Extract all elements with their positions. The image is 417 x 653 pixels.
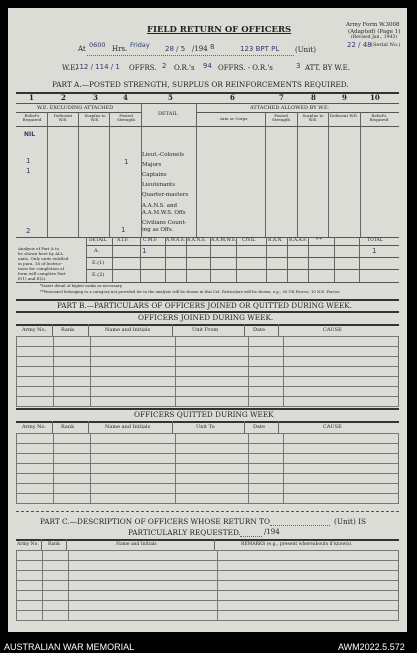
joined-rule	[16, 324, 399, 326]
analysis-aif: A.I.F.	[117, 238, 129, 243]
part-c-col-army-no: Army No.	[17, 542, 39, 547]
joined-col-line	[278, 324, 279, 336]
rank-lt-col: Lieut.-Colonels	[142, 152, 184, 158]
hw-aif-value: 1	[142, 247, 147, 255]
att-label: ATT. BY W.E.	[305, 64, 350, 72]
analysis-aamws: A.A.M.W.S.	[211, 238, 237, 243]
analysis-line: Analysis of Part A to	[18, 246, 60, 251]
form-number: Army Form W.3008	[346, 22, 400, 28]
rank-aamws: A.A.M.W.S. Offs	[142, 210, 186, 216]
ors-value: 94	[203, 62, 212, 70]
sub-posted: Posted Strength	[117, 113, 135, 122]
quitted-col-line	[278, 421, 279, 433]
analysis-col	[86, 237, 87, 282]
quitted-col-line	[88, 421, 89, 433]
sub-deficient-right: Deficient W.E.	[329, 113, 359, 118]
part-c-year: /194	[264, 528, 280, 536]
col-num-4: 4	[123, 93, 128, 102]
part-c-title-2: PARTICULARLY REQUESTED.	[128, 528, 241, 537]
rank-qm: Quarter-masters	[142, 192, 189, 198]
joined-title: OFFICERS JOINED DURING WEEK.	[138, 313, 274, 322]
joined-col-rank: Rank	[61, 327, 75, 333]
quitted-col-unit-to: Unit To	[196, 424, 215, 430]
rank-captains: Captains	[142, 172, 167, 178]
detail-header: DETAIL	[158, 111, 178, 117]
analysis-col	[140, 237, 141, 282]
analysis-ran: R.A.N.	[268, 238, 283, 243]
part-c-col-name: Name and Initials	[116, 542, 157, 547]
sub-reliefs-right: Relief's Required	[369, 113, 389, 122]
col-num-3: 3	[93, 93, 98, 102]
col-num-7: 7	[279, 93, 284, 102]
year-value: 8	[210, 43, 215, 51]
offrs-ors-label: OFFRS. - O.R.'s	[218, 64, 273, 72]
hw-col1-captains: 1	[26, 157, 31, 165]
analysis-col	[287, 237, 288, 282]
analysis-col	[236, 237, 237, 282]
year-label: /194	[192, 45, 208, 53]
col-line	[78, 112, 79, 237]
part-c-col-rank: Rank	[48, 542, 60, 547]
ors-label: O.R.'s	[174, 64, 195, 72]
joined-col-line	[88, 324, 89, 336]
part-c-col-remarks: REMARKS (e.g., present whereabouts if known).	[241, 542, 353, 547]
sub-surplus-right: Surplus to W.E.	[302, 113, 324, 122]
joined-col-name: Name and Initials	[105, 327, 151, 333]
rank-majors: Majors	[142, 162, 162, 168]
analysis-line: units. Only units entitled	[18, 256, 69, 261]
quitted-title: OFFICERS QUITTED DURING WEEK	[134, 410, 274, 419]
analysis-line: be shown here by ALL	[18, 251, 64, 256]
col-num-1: 1	[29, 93, 34, 102]
col-num-6: 6	[230, 93, 235, 102]
unit-line	[87, 55, 294, 56]
hw-total-value: 1	[372, 247, 377, 255]
rank-lieutenants: Lieutenants	[142, 182, 176, 188]
sub-surplus: Surplus to W.E.	[84, 113, 106, 122]
analysis-col	[359, 237, 360, 282]
part-c-unit-line	[270, 525, 330, 526]
col-num-10: 10	[370, 93, 380, 102]
total-rule	[16, 237, 399, 238]
col-num-rule	[16, 103, 399, 104]
part-c-rule	[16, 539, 399, 541]
col-num-9: 9	[342, 93, 347, 102]
quitted-col-army-no: Army No.	[22, 424, 47, 430]
sub-reliefs: Relief's Required	[22, 113, 42, 122]
analysis-col	[266, 237, 267, 282]
part-c-col-line	[66, 539, 67, 550]
col-line	[196, 103, 197, 237]
quitted-col-date: Date	[253, 424, 265, 430]
col-line	[47, 112, 48, 237]
hw-col4-captains: 1	[124, 158, 129, 166]
footnote-2: **Personnel belonging to a category not provided for in the analysis will be shown in this Col. Particulars will be shown, e.g., 30 UK Forces; 10 N.E. Forces.	[40, 289, 341, 294]
part-a-title: PART A.—POSTED STRENGTH, SURPLUS OR REINFORCEMENTS REQUIRED.	[52, 80, 349, 89]
rank-aans: A.A.N.S. and	[142, 203, 178, 209]
analysis-cmf: C.M.F.	[143, 238, 158, 243]
sub-posted-right: Posted Strength	[272, 113, 290, 122]
part-c-unit-is: (Unit) IS	[334, 517, 367, 526]
analysis-rule	[86, 245, 399, 246]
part-c-table	[16, 550, 399, 621]
joined-col-line	[52, 324, 53, 336]
footnote-1: *Insert detail of higher ranks as necessary.	[40, 283, 123, 288]
col-line	[297, 112, 298, 237]
part-c-date-line	[240, 536, 262, 537]
part-c-col-line	[41, 539, 42, 550]
analysis-line: tions for completion of	[18, 266, 64, 271]
joined-table	[16, 336, 399, 407]
analysis-other: * *	[316, 238, 322, 243]
offrs-value: 2	[162, 62, 167, 70]
hw-nil: NIL	[24, 131, 36, 138]
part-c-col-line	[214, 539, 215, 550]
quitted-col-rank: Rank	[61, 424, 75, 430]
offrs-label: OFFRS.	[129, 64, 157, 72]
analysis-line: form will complete Part	[18, 271, 66, 276]
part-b-title: PART B.—PARTICULARS OF OFFICERS JOINED OR QUITTED DURING WEEK.	[57, 301, 353, 310]
col-num-2: 2	[61, 93, 66, 102]
analysis-col	[186, 237, 187, 282]
time-value: 0600	[89, 41, 106, 49]
col-line	[360, 112, 361, 237]
analysis-line: in para. 16 of Instruc-	[18, 261, 63, 266]
serial-number: 22 / 48	[347, 41, 372, 49]
joined-col-cause: CAUSE	[323, 327, 342, 333]
hw-col4-total: 1	[121, 226, 126, 234]
analysis-col	[165, 237, 166, 282]
attached-header: ATTACHED ALLOWED BY W.E.	[250, 105, 330, 111]
analysis-detail: DETAIL	[89, 238, 107, 243]
quitted-col-cause: CAUSE	[323, 424, 342, 430]
sub-deficient: Deficient W.E.	[53, 113, 73, 122]
analysis-note	[18, 246, 68, 281]
serial-label: (Serial No.)	[371, 42, 401, 48]
rank-civilians-2: ing as Offs.	[142, 227, 174, 233]
joined-col-line	[244, 324, 245, 336]
hrs-label: Hrs.	[112, 45, 128, 53]
col-line	[109, 112, 110, 237]
form-adapted: (Adapted) (Page 1)	[348, 29, 401, 35]
body-top-rule	[16, 126, 399, 127]
hw-col1-lieuts: 1	[26, 167, 31, 175]
sub-arm-corps: Arm or Corps	[220, 116, 248, 121]
quitted-col-name: Name and Initials	[105, 424, 151, 430]
analysis-col	[210, 237, 211, 282]
joined-col-unit-from: Unit From	[192, 327, 219, 333]
day-value: Friday	[130, 41, 150, 49]
col-num-5: 5	[168, 93, 173, 102]
form-sheet	[8, 8, 407, 632]
analysis-line: E(1) and E(2).	[18, 276, 47, 281]
unit-value: 123 BPT PL	[240, 45, 280, 53]
col-line	[265, 112, 266, 237]
footer-left: AUSTRALIAN WAR MEMORIAL	[4, 642, 135, 652]
analysis-col	[308, 237, 309, 282]
quitted-col-line	[244, 421, 245, 433]
analysis-total: TOTAL	[367, 238, 383, 243]
date-value: 28 / 5	[165, 45, 186, 53]
part-c-dashed-rule	[16, 511, 399, 512]
analysis-col	[112, 237, 113, 282]
analysis-civil: CIVIL	[242, 238, 256, 243]
quitted-table	[16, 433, 399, 504]
form-revised: (Revised Jan., 1943)	[351, 35, 397, 40]
quitted-col-line	[172, 421, 173, 433]
detail-row-a: A.	[94, 248, 100, 254]
at-label: At	[78, 45, 86, 53]
col-line	[141, 103, 142, 237]
analysis-awas: A.W.A.S.	[166, 238, 185, 243]
hw-col1-total: 2	[26, 227, 31, 235]
analysis-rule	[86, 269, 399, 270]
col-line	[328, 112, 329, 237]
we-value: 112 / 114 / 1	[75, 63, 120, 71]
quitted-rule	[16, 421, 399, 423]
analysis-aans: A.A.N.S.	[187, 238, 206, 243]
we-excluding-header: W.E. EXCLUDING ATTACHED	[37, 105, 114, 111]
joined-col-army-no: Army No.	[22, 327, 47, 333]
att-value: 3	[296, 62, 301, 70]
analysis-rule	[86, 257, 399, 258]
analysis-raaf: R.A.A.F.	[289, 238, 308, 243]
footer-right: AWM2022.5.572	[338, 642, 405, 652]
analysis-col	[334, 237, 335, 282]
form-title: FIELD RETURN OF OFFICERS	[147, 25, 292, 35]
we-label: W.E.	[62, 64, 78, 72]
detail-row-e1: E.(1)	[92, 260, 105, 266]
detail-row-e2: E.(2)	[92, 272, 105, 278]
col-num-8: 8	[311, 93, 316, 102]
part-c-title: PART C.—DESCRIPTION OF OFFICERS WHOSE RETURN TO	[40, 517, 270, 526]
joined-col-date: Date	[253, 327, 265, 333]
unit-label: (Unit)	[295, 46, 316, 54]
rank-civilians: Civilians Count-	[142, 220, 187, 226]
joined-col-line	[172, 324, 173, 336]
quitted-col-line	[52, 421, 53, 433]
